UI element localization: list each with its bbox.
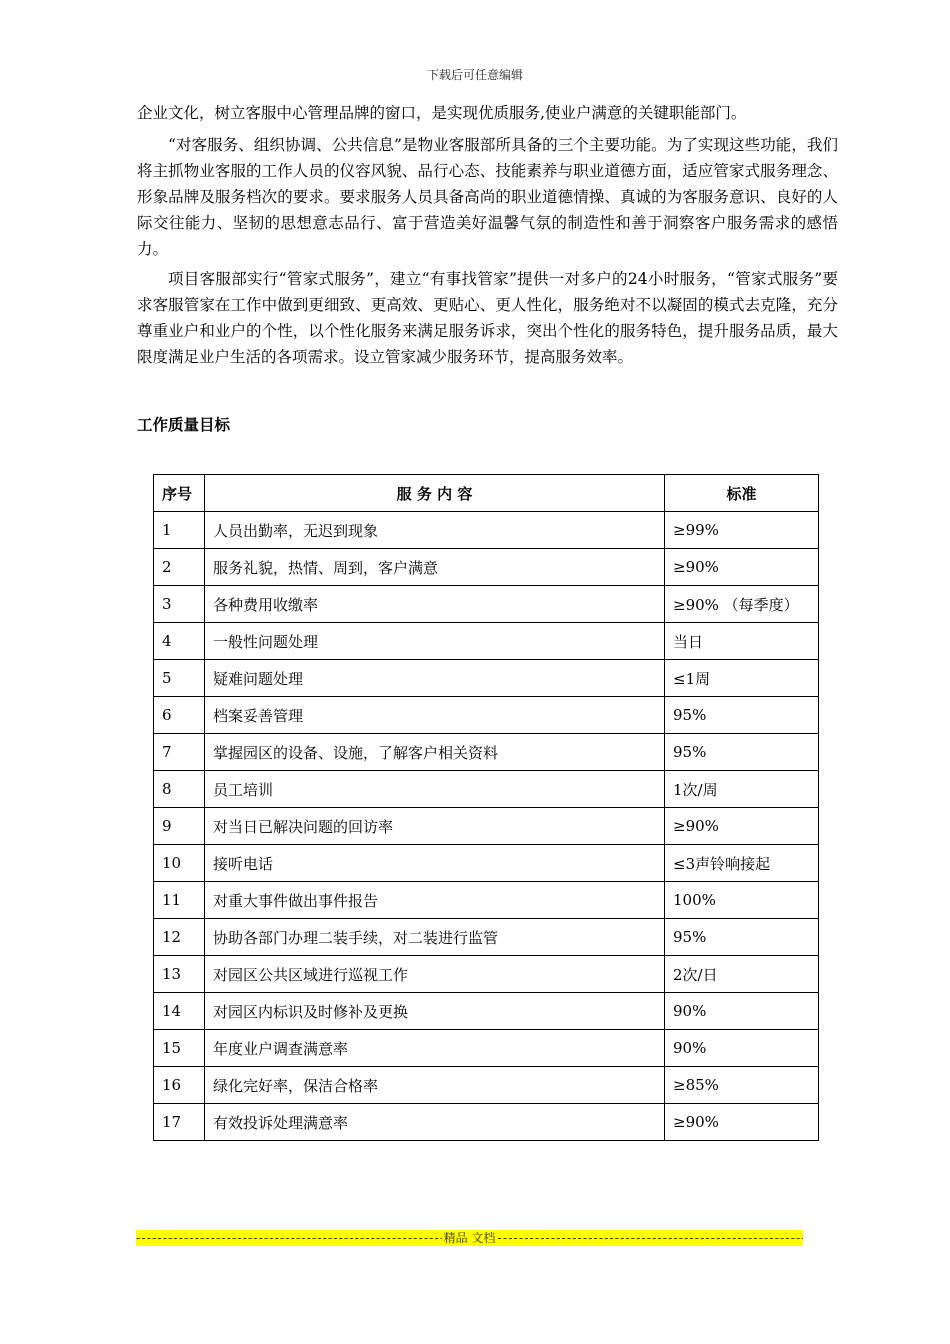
cell-content: 人员出勤率，无迟到现象	[205, 512, 665, 549]
cell-standard: ≤1周	[665, 660, 819, 697]
cell-standard: ≥90%	[665, 808, 819, 845]
cell-standard: 95%	[665, 697, 819, 734]
header-note: 下载后可任意编辑	[426, 68, 523, 82]
table-row	[154, 845, 819, 882]
cell-no: 16	[154, 1067, 205, 1104]
header-standard: 标准	[665, 475, 819, 512]
cell-content: 一般性问题处理	[205, 623, 665, 660]
table-row	[154, 697, 819, 734]
paragraph-2	[137, 132, 838, 262]
cell-content: 档案妥善管理	[205, 697, 665, 734]
cell-standard: ≥90% （每季度）	[665, 586, 819, 623]
header-no: 序号	[154, 475, 205, 512]
cell-no: 2	[154, 549, 205, 586]
footer-dash-left	[136, 1230, 442, 1246]
cell-no: 8	[154, 771, 205, 808]
quality-target-table	[153, 474, 819, 1141]
table-row	[154, 734, 819, 771]
table-row	[154, 771, 819, 808]
paragraph-3	[137, 266, 838, 370]
cell-standard: ≤3声铃响接起	[665, 845, 819, 882]
cell-content: 服务礼貌，热情、周到，客户满意	[205, 549, 665, 586]
cell-content: 协助各部门办理二装手续，对二装进行监管	[205, 919, 665, 956]
cell-no: 9	[154, 808, 205, 845]
table-row	[154, 993, 819, 1030]
cell-no: 15	[154, 1030, 205, 1067]
cell-content: 各种费用收缴率	[205, 586, 665, 623]
cell-no: 14	[154, 993, 205, 1030]
cell-content: 有效投诉处理满意率	[205, 1104, 665, 1141]
table-header-row	[154, 475, 819, 512]
cell-standard: 1次/周	[665, 771, 819, 808]
cell-content: 对当日已解决问题的回访率	[205, 808, 665, 845]
table-row	[154, 882, 819, 919]
cell-content: 年度业户调查满意率	[205, 1030, 665, 1067]
cell-content: 对园区公共区域进行巡视工作	[205, 956, 665, 993]
paragraph-text: 企业文化，树立客服中心管理品牌的窗口，是实现优质服务,使业户满意的关键职能部门。	[137, 104, 747, 122]
footer-label: 精品 文档	[443, 1231, 496, 1245]
cell-content: 员工培训	[205, 771, 665, 808]
table-row	[154, 586, 819, 623]
table-body	[154, 512, 819, 1141]
cell-no: 1	[154, 512, 205, 549]
table-row	[154, 808, 819, 845]
paragraph-text: “对客服务、组织协调、公共信息”是物业客服部所具备的三个主要功能。为了实现这些功能，我们将主抓物业客服的工作人员的仪容风貌、品行心态、技能素养与职业道德方面，适应管家式服务理念、形象品牌及服务档次的要求。要求服务人员具备高尚的职业道德情操、真诚的为客服务意识、良好的人际交往能力、坚韧的思想意志品行、富于营造美好温馨气氛的制造性和善于洞察客户服务需求的感悟力。	[137, 136, 838, 258]
cell-content: 疑难问题处理	[205, 660, 665, 697]
cell-standard: 当日	[665, 623, 819, 660]
table-row	[154, 549, 819, 586]
footer-bar	[136, 1230, 803, 1246]
section-title: 工作质量目标	[137, 416, 231, 434]
cell-no: 6	[154, 697, 205, 734]
cell-standard: 95%	[665, 919, 819, 956]
header-content: 服 务 内 容	[205, 475, 665, 512]
table-row	[154, 1067, 819, 1104]
cell-no: 3	[154, 586, 205, 623]
cell-standard: 2次/日	[665, 956, 819, 993]
table-row	[154, 1030, 819, 1067]
table-row	[154, 1104, 819, 1141]
table-row	[154, 956, 819, 993]
table-row	[154, 660, 819, 697]
paragraph-1	[137, 100, 838, 126]
cell-standard: 100%	[665, 882, 819, 919]
footer-dash-right	[497, 1230, 803, 1246]
cell-standard: ≥99%	[665, 512, 819, 549]
cell-standard: ≥90%	[665, 549, 819, 586]
cell-no: 11	[154, 882, 205, 919]
cell-standard: 95%	[665, 734, 819, 771]
table-row	[154, 919, 819, 956]
paragraph-text: 项目客服部实行“管家式服务”，建立“有事找管家”提供一对多户的24小时服务，“管家式服务”要求客服管家在工作中做到更细致、更高效、更贴心、更人性化，服务绝对不以凝固的模式去克隆，充分尊重业户和业户的个性，以个性化服务来满足服务诉求，突出个性化的服务特色，提升服务品质，最大限度满足业户生活的各项需求。设立管家减少服务环节，提高服务效率。	[137, 270, 838, 366]
table-row	[154, 512, 819, 549]
cell-standard: 90%	[665, 1030, 819, 1067]
cell-no: 10	[154, 845, 205, 882]
cell-no: 17	[154, 1104, 205, 1141]
cell-standard: ≥85%	[665, 1067, 819, 1104]
cell-standard: ≥90%	[665, 1104, 819, 1141]
cell-content: 绿化完好率，保洁合格率	[205, 1067, 665, 1104]
cell-content: 对园区内标识及时修补及更换	[205, 993, 665, 1030]
cell-no: 13	[154, 956, 205, 993]
cell-no: 7	[154, 734, 205, 771]
cell-no: 5	[154, 660, 205, 697]
cell-content: 对重大事件做出事件报告	[205, 882, 665, 919]
cell-standard: 90%	[665, 993, 819, 1030]
cell-content: 掌握园区的设备、设施，了解客户相关资料	[205, 734, 665, 771]
cell-content: 接听电话	[205, 845, 665, 882]
cell-no: 4	[154, 623, 205, 660]
table-row	[154, 623, 819, 660]
cell-no: 12	[154, 919, 205, 956]
